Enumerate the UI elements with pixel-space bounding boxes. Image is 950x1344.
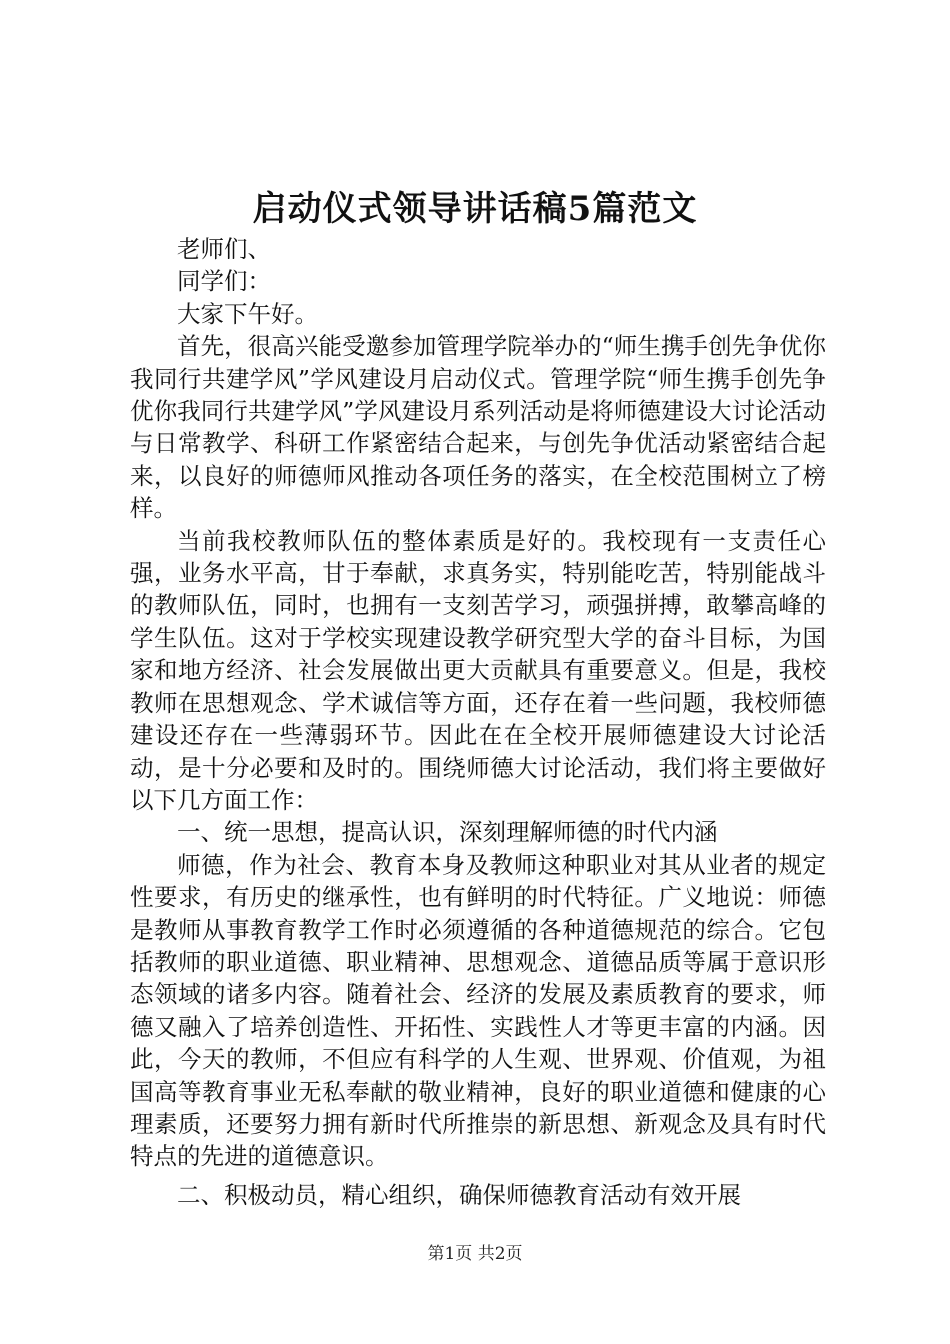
paragraph-intro: 首先，很高兴能受邀参加管理学院举办的“师生携手创先争优你我同行共建学风”学风建设月启动仪式。管理学院“师生携手创先争优你我同行共建学风”学风建设月系列活动是将师德建设大讨论活动与日常教学、科研工作紧密结合起来，与创先争优活动紧密结合起来，以良好的师德师风推动各项任务的落实，在全校范围树立了榜样。 [130, 332, 826, 523]
salutation-teachers: 老师们、 [177, 235, 271, 263]
document-title: 启动仪式领导讲话稿5篇范文 [252, 189, 698, 229]
paragraph-teacher-ethics: 师德，作为社会、教育本身及教师这种职业对其从业者的规定性要求，有历史的继承性，也有鲜明的时代特征。广义地说：师德是教师从事教育教学工作时必须遵循的各种道德规范的综合。它包括教师的职业道德、职业精神、思想观念、道德品质等属于意识形态领域的诸多内容。随着社会、经济的发展及素质教育的要求，师德又融入了培养创造性、开拓性、实践性人才等更丰富的内涵。因此，今天的教师，不但应有科学的人生观、世界观、价值观，为祖国高等教育事业无私奉献的敬业精神，良好的职业道德和健康的心理素质，还要努力拥有新时代所推崇的新思想、新观念及具有时代特点的先进的道德意识。 [130, 850, 826, 1171]
document-body [130, 233, 826, 1211]
page-footer: 第1页 共2页 [427, 1244, 523, 1264]
section-heading-1: 一、统一思想，提高认识，深刻理解师德的时代内涵 [177, 818, 718, 847]
paragraph-current-state: 当前我校教师队伍的整体素质是好的。我校现有一支责任心强，业务水平高，甘于奉献，求真务实，特别能吃苦，特别能战斗的教师队伍，同时，也拥有一支刻苦学习，顽强拼搏，敢攀高峰的学生队伍。这对于学校实现建设教学研究型大学的奋斗目标，为国家和地方经济、社会发展做出更大贡献具有重要意义。但是，我校教师在思想观念、学术诚信等方面，还存在着一些问题，我校师德建设还存在一些薄弱环节。因此在在全校开展师德建设大讨论活动，是十分必要和及时的。围绕师德大讨论活动，我们将主要做好以下几方面工作： [130, 526, 826, 814]
section-heading-2: 二、积极动员，精心组织，确保师德教育活动有效开展 [177, 1180, 741, 1209]
greeting: 大家下午好。 [177, 299, 318, 328]
salutation-students: 同学们： [177, 267, 271, 296]
